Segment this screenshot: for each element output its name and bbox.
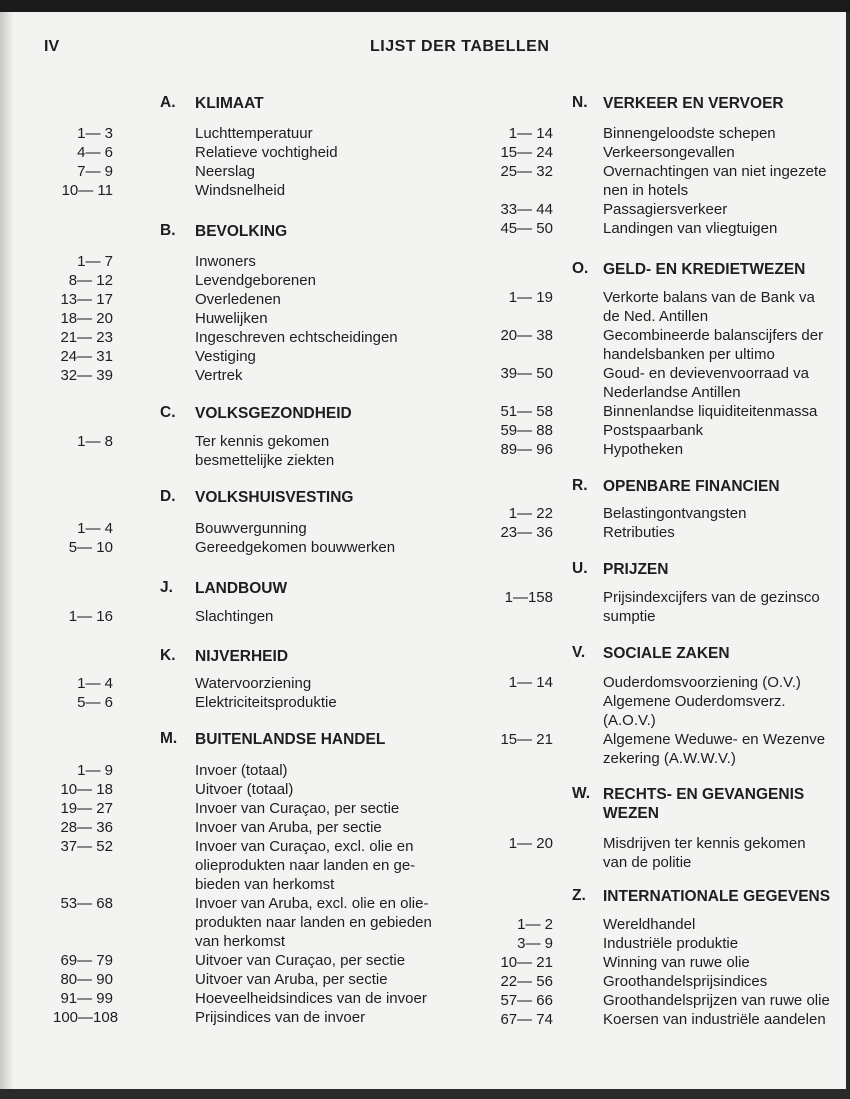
- section-title: LANDBOUW: [195, 580, 288, 597]
- section-title: VOLKSGEZONDHEID: [195, 405, 352, 422]
- table-title: Prijsindexcijfers van de gezinsco sumptie: [603, 589, 820, 625]
- table-title: Elektriciteitsproduktie: [195, 694, 337, 711]
- table-entry: [0, 1010, 830, 1029]
- section-title: NIJVERHEID: [195, 648, 289, 665]
- section-letter: W.: [572, 785, 591, 802]
- section-title: BUITENLANDSE HANDEL: [195, 731, 386, 748]
- section-title: RECHTS- EN GEVANGENIS WEZEN: [603, 786, 805, 822]
- table-range: 1—158: [504, 589, 553, 606]
- table-title: Slachtingen: [195, 608, 274, 625]
- table-entry: [0, 288, 823, 326]
- table-range: 89— 96: [500, 441, 553, 458]
- table-range: 15— 24: [500, 144, 553, 161]
- table-title: Passagiersverkeer: [603, 201, 728, 218]
- table-title: Hypotheken: [603, 441, 684, 458]
- section-title: SOCIALE ZAKEN: [603, 645, 730, 662]
- table-range: 1— 3: [77, 125, 113, 142]
- table-range: 20— 38: [500, 327, 553, 344]
- table-title: Overledenen: [195, 291, 281, 308]
- table-title: Hoeveelheidsindices van de invoer: [195, 990, 427, 1007]
- table-title: Invoer van Aruba, per sectie: [195, 819, 382, 836]
- table-entry: [0, 421, 823, 440]
- table-title: Misdrijven ter kennis gekomen van de politie: [603, 835, 806, 871]
- scan-top-edge: [0, 0, 850, 12]
- table-range: 13— 17: [60, 291, 113, 308]
- table-entry: [0, 915, 830, 934]
- table-range: 1— 4: [77, 675, 113, 692]
- table-title: Uitvoer van Aruba, per sectie: [195, 971, 388, 988]
- section-title: PRIJZEN: [603, 561, 669, 578]
- table-range: 1— 14: [508, 674, 553, 691]
- table-range: 1— 19: [508, 289, 553, 306]
- table-entry: [0, 934, 830, 953]
- table-entry: [0, 588, 820, 626]
- section-letter: U.: [572, 560, 588, 577]
- table-title: Ouderdomsvoorziening (O.V.) Algemene Ouderdomsverz. (A.O.V.): [603, 674, 801, 729]
- table-range: 1— 9: [77, 762, 113, 779]
- table-title: Prijsindices van de invoer: [195, 1009, 366, 1026]
- table-range: 24— 31: [60, 348, 113, 365]
- page-number: IV: [44, 38, 60, 55]
- section-title: VERKEER EN VERVOER: [603, 95, 784, 112]
- table-range: 22— 56: [500, 973, 553, 990]
- table-title: Landingen van vliegtuigen: [603, 220, 778, 237]
- table-range: 25— 32: [500, 163, 553, 180]
- table-range: 1— 7: [77, 253, 113, 270]
- table-range: 59— 88: [500, 422, 553, 439]
- section-letter: D.: [160, 488, 176, 505]
- table-range: 1— 22: [508, 505, 553, 522]
- table-range: 18— 20: [60, 310, 113, 327]
- table-range: 100—108: [53, 1009, 119, 1026]
- table-title: Binnenlandse liquiditeitenmassa: [603, 403, 818, 420]
- section-title: KLIMAAT: [195, 95, 264, 112]
- page-title: LIJST DER TABELLEN: [370, 38, 550, 55]
- section-entries: [0, 588, 820, 626]
- table-title: Postspaarbank: [603, 422, 704, 439]
- table-title: Huwelijken: [195, 310, 268, 327]
- table-title: Luchttemperatuur: [195, 125, 313, 142]
- table-title: Goud- en devievenvoorraad va Nederlandse Antillen: [603, 365, 809, 401]
- table-range: 7— 9: [77, 163, 113, 180]
- table-entry: [0, 523, 746, 542]
- table-range: 5— 6: [77, 694, 113, 711]
- table-range: 4— 6: [77, 144, 113, 161]
- table-range: 1— 4: [77, 520, 113, 537]
- table-entry: [0, 953, 830, 972]
- section-letter: R.: [572, 477, 588, 494]
- table-title: Levendgeborenen: [195, 272, 316, 289]
- table-title: Koersen van industriële aandelen: [603, 1011, 826, 1028]
- table-title: Verkorte balans van de Bank va de Ned. Antillen: [603, 289, 815, 325]
- table-title: Winning van ruwe olie: [603, 954, 750, 971]
- section-letter: J.: [160, 579, 173, 596]
- table-title: Overnachtingen van niet ingezete nen in hotels: [603, 163, 827, 199]
- section-letter: B.: [160, 222, 176, 239]
- table-entry: [0, 972, 830, 991]
- table-title: Windsnelheid: [195, 182, 286, 199]
- section-entries: [0, 124, 826, 238]
- table-title: Belastingontvangsten: [603, 505, 747, 522]
- table-range: 37— 52: [60, 838, 113, 855]
- section-entries: [0, 504, 746, 542]
- section-letter: V.: [572, 644, 586, 661]
- section-entries: [0, 673, 825, 768]
- table-range: 1— 16: [68, 608, 113, 625]
- table-title: Industriële produktie: [603, 935, 739, 952]
- table-entry: [0, 834, 806, 872]
- table-title: Gecombineerde balanscijfers der handelsbanken per ultimo: [603, 327, 824, 363]
- table-range: 10— 18: [60, 781, 113, 798]
- table-title: Uitvoer van Curaçao, per sectie: [195, 952, 406, 969]
- table-title: Watervoorziening: [195, 675, 312, 692]
- table-title: Ter kennis gekomen besmettelijke ziekten: [195, 433, 335, 469]
- table-title: Neerslag: [195, 163, 256, 180]
- table-range: 8— 12: [68, 272, 113, 289]
- table-title: Relatieve vochtigheid: [195, 144, 338, 161]
- table-entry: [0, 991, 830, 1010]
- table-range: 39— 50: [500, 365, 553, 382]
- table-range: 80— 90: [60, 971, 113, 988]
- scan-right-edge: [846, 12, 850, 1099]
- table-title: Wereldhandel: [603, 916, 696, 933]
- section-entries: [0, 915, 830, 1029]
- section-letter: O.: [572, 260, 589, 277]
- section-entries: [0, 834, 806, 872]
- table-range: 1— 20: [508, 835, 553, 852]
- table-title: Invoer (totaal): [195, 762, 288, 779]
- table-range: 67— 74: [500, 1011, 553, 1028]
- section-letter: M.: [160, 730, 178, 747]
- table-range: 10— 21: [500, 954, 553, 971]
- table-title: Invoer van Curaçao, per sectie: [195, 800, 400, 817]
- table-range: 1— 14: [508, 125, 553, 142]
- section-entries: [0, 288, 823, 459]
- table-range: 69— 79: [60, 952, 113, 969]
- table-range: 10— 11: [61, 182, 113, 199]
- table-range: 15— 21: [500, 731, 553, 748]
- table-range: 28— 36: [60, 819, 113, 836]
- table-range: 57— 66: [500, 992, 553, 1009]
- table-range: 19— 27: [60, 800, 113, 817]
- table-title: Vestiging: [195, 348, 256, 365]
- table-range: 45— 50: [500, 220, 553, 237]
- table-entry: [0, 780, 432, 799]
- section-letter: C.: [160, 404, 176, 421]
- table-range: 32— 39: [60, 367, 113, 384]
- section-title: VOLKSHUISVESTING: [195, 489, 354, 506]
- table-range: 53— 68: [60, 895, 113, 912]
- table-entry: [0, 364, 823, 402]
- table-entry: [0, 252, 398, 271]
- section-letter: N.: [572, 94, 588, 111]
- section-title: OPENBARE FINANCIEN: [603, 478, 780, 495]
- table-entry: [0, 326, 823, 364]
- table-range: 23— 36: [500, 524, 553, 541]
- table-range: 5— 10: [68, 539, 113, 556]
- section-letter: Z.: [572, 887, 586, 904]
- table-entry: [0, 730, 825, 768]
- table-title: Binnengeloodste schepen: [603, 125, 776, 142]
- table-title: Groothandelsprijsindices: [603, 973, 768, 990]
- table-entry: [0, 504, 746, 523]
- table-title: Algemene Weduwe- en Wezenve zekering (A.W.W.V.): [603, 731, 826, 767]
- table-title: Bouwvergunning: [195, 520, 307, 537]
- section-title: INTERNATIONALE GEGEVENS: [603, 888, 831, 905]
- table-range: 1— 2: [517, 916, 553, 933]
- table-entry: [0, 673, 825, 730]
- table-title: Groothandelsprijzen van ruwe olie: [603, 992, 830, 1009]
- section-title: BEVOLKING: [195, 223, 288, 240]
- table-entry: [0, 440, 823, 459]
- section-letter: A.: [160, 94, 176, 111]
- table-entry: [0, 200, 826, 219]
- table-title: Gereedgekomen bouwwerken: [195, 539, 396, 556]
- table-title: Invoer van Curaçao, excl. olie en olieprodukten naar landen en ge- bieden van herkomst: [195, 838, 416, 893]
- section-letter: K.: [160, 647, 176, 664]
- table-range: 1— 8: [77, 433, 113, 450]
- table-title: Vertrek: [195, 367, 243, 384]
- table-entry: [0, 402, 823, 421]
- table-title: Inwoners: [195, 253, 256, 270]
- scan-bottom-edge: [0, 1089, 850, 1099]
- table-entry: [0, 162, 826, 200]
- table-range: 51— 58: [500, 403, 553, 420]
- table-range: 21— 23: [60, 329, 113, 346]
- table-title: Verkeersongevallen: [603, 144, 735, 161]
- table-range: 3— 9: [517, 935, 553, 952]
- table-entry: [0, 124, 826, 143]
- table-title: Uitvoer (totaal): [195, 781, 294, 798]
- table-title: Ingeschreven echtscheidingen: [195, 329, 398, 346]
- table-entry: [0, 219, 826, 238]
- table-entry: [0, 143, 826, 162]
- table-range: 91— 99: [60, 990, 113, 1007]
- table-entry: [0, 799, 432, 818]
- table-title: Retributies: [603, 524, 675, 541]
- table-title: Invoer van Aruba, excl. olie en olie- produkten naar landen en gebieden van herkomst: [195, 895, 432, 950]
- section-title: GELD- EN KREDIETWEZEN: [603, 261, 806, 278]
- table-range: 33— 44: [500, 201, 553, 218]
